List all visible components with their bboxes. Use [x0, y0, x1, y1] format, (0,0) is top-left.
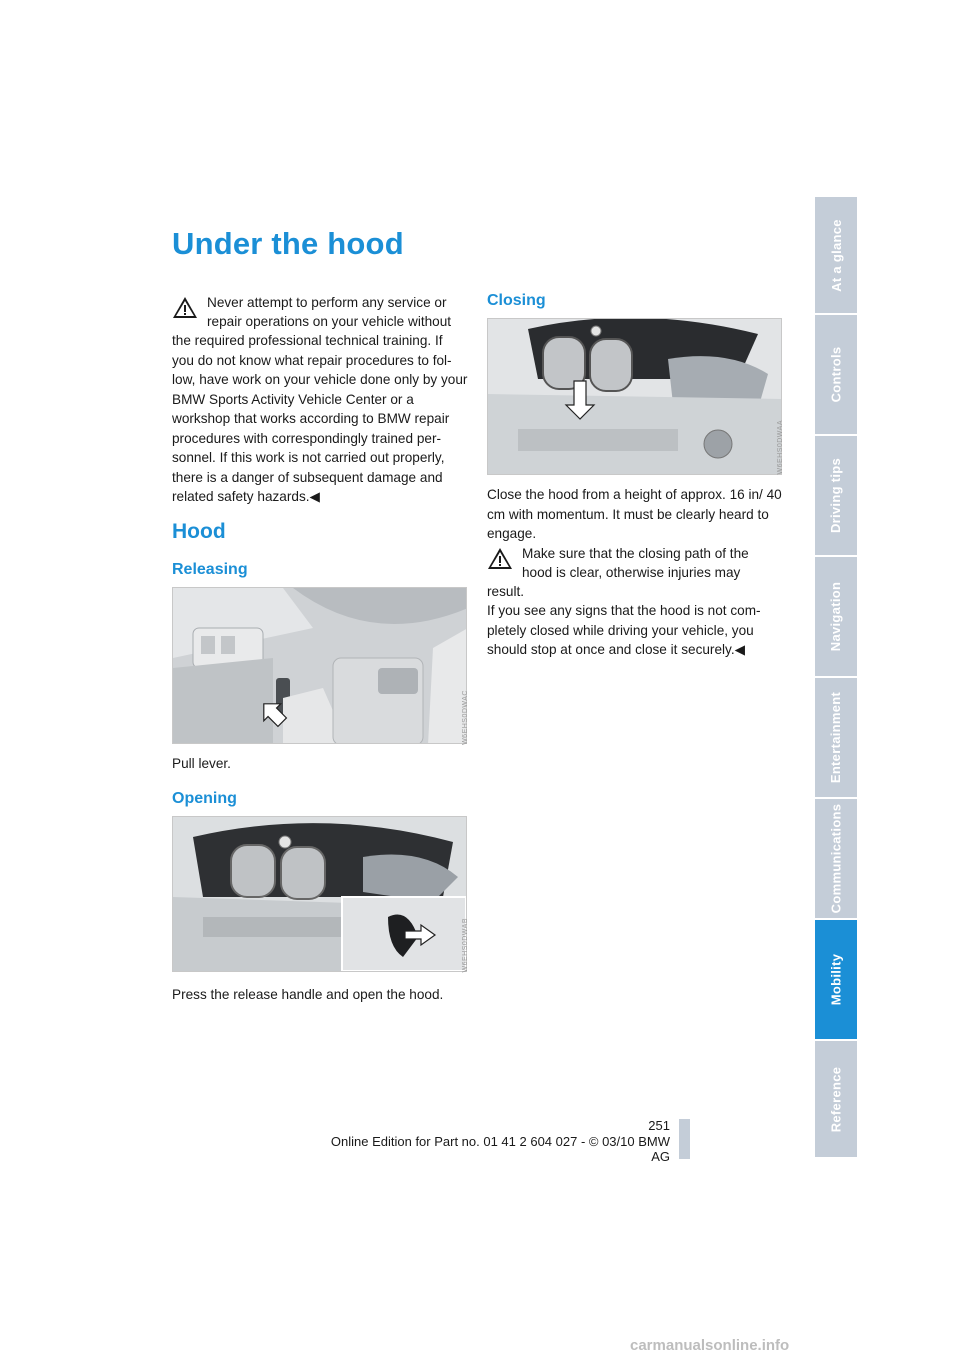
footer-edition: Online Edition for Part no. 01 41 2 604 027 - © 03/10 BMW AG: [330, 1134, 670, 1164]
opening-hood-photo: [172, 816, 467, 972]
releasing-image-code: W6EHS0DWAC: [462, 690, 469, 745]
intro-warning-text: the required professional technical training. If you do not know what repair procedures to fol-low, have work on your vehicle done only by your BMW Sports Activity Vehicle Center or a workshop that works according to BMW repair procedures with correspondingly trained per-sonnel. If this work is not carried out properly, there is a danger of subsequent damage and related safety hazards.◀: [172, 333, 468, 504]
opening-image-code: W6EHS0DWAB: [462, 918, 469, 973]
tab-mobility[interactable]: Mobility: [815, 920, 857, 1041]
warning-triangle-icon: [487, 547, 513, 570]
watermark: carmanualsonline.info: [630, 1337, 790, 1354]
footer-bar: [679, 1119, 690, 1159]
tab-at-a-glance[interactable]: At a glance: [815, 197, 857, 315]
closing-heading: Closing: [487, 292, 546, 309]
tab-navigation[interactable]: Navigation: [815, 557, 857, 678]
closing-text: Close the hood from a height of approx. 16 in/ 40 cm with momentum. It must be clearly heard to engage.: [487, 487, 782, 541]
tab-entertainment[interactable]: Entertainment: [815, 678, 857, 799]
closing-warning-line1: Make sure that the closing path of the: [522, 546, 749, 561]
releasing-heading: Releasing: [172, 561, 248, 578]
page-number: 251: [648, 1118, 670, 1133]
intro-warning-line1: Never attempt to perform any service or: [207, 295, 447, 310]
tab-controls[interactable]: Controls: [815, 315, 857, 436]
hood-heading: Hood: [172, 520, 226, 543]
tab-driving-tips[interactable]: Driving tips: [815, 436, 857, 557]
closing-warning-line2: hood is clear, otherwise injuries may: [522, 565, 741, 580]
section-tabs: [815, 197, 857, 1159]
intro-warning-line2: repair operations on your vehicle without: [207, 314, 452, 329]
releasing-caption: Pull lever.: [172, 756, 231, 771]
warning-triangle-icon: [172, 296, 198, 319]
tab-communications[interactable]: Communications: [815, 799, 857, 920]
opening-heading: Opening: [172, 790, 237, 807]
page-title: Under the hood: [172, 226, 404, 261]
closing-warning-text: result.: [487, 584, 525, 599]
closing-warning-more: If you see any signs that the hood is not com-pletely closed while driving your vehicle, you should stop at once and close it securely.◀: [487, 603, 761, 657]
releasing-lever-photo: [172, 587, 467, 744]
closing-hood-photo: [487, 318, 782, 475]
closing-image-code: W6EHS0DWAA: [777, 420, 784, 475]
opening-caption: Press the release handle and open the hood.: [172, 987, 444, 1002]
tab-reference[interactable]: Reference: [815, 1041, 857, 1159]
